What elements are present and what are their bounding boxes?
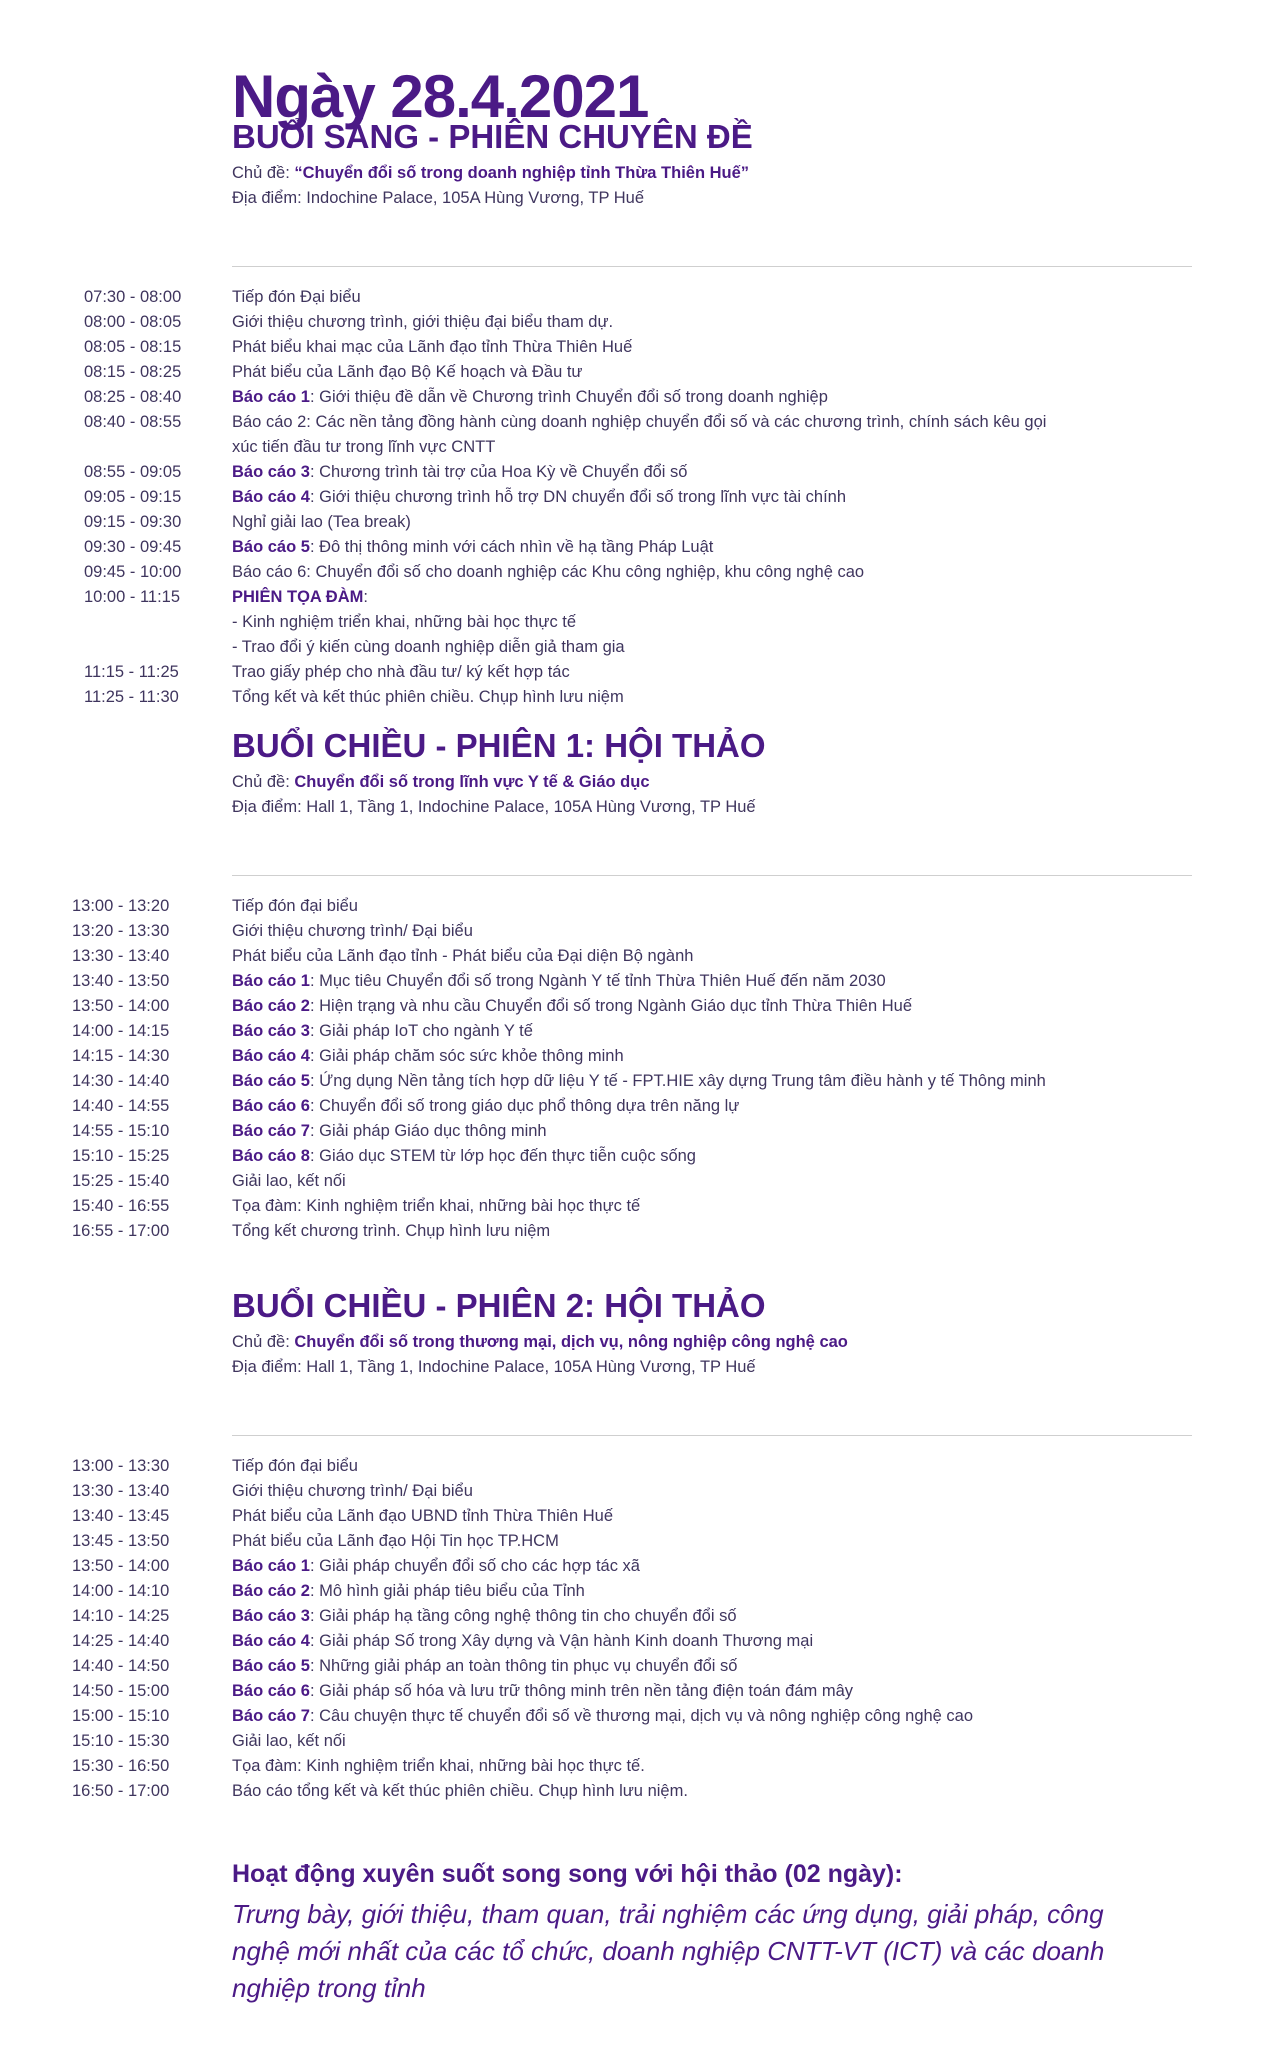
schedule-time: 14:55 - 15:10 [72,1122,170,1140]
schedule-time: 15:40 - 16:55 [72,1197,170,1215]
schedule-description [232,1457,358,1476]
schedule-description [232,1197,640,1216]
schedule-description [232,1732,346,1751]
schedule-row [0,463,1282,488]
schedule-description [232,1757,645,1776]
schedule-description [232,413,1046,432]
schedule-row [0,1657,1282,1682]
schedule-description [232,1072,1046,1091]
schedule-text: Trao giấy phép cho nhà đầu tư/ ký kết hợp tác [232,663,570,681]
report-label: Báo cáo 2 [232,997,310,1015]
schedule-text: Nghỉ giải lao (Tea break) [232,513,411,531]
schedule-rows [0,897,1282,1247]
topic-value: Chuyển đổi số trong lĩnh vực Y tế & Giáo dục [294,773,650,791]
schedule-text: Báo cáo 6: Chuyển đổi số cho doanh nghiệp các Khu công nghiệp, khu công nghệ cao [232,563,865,581]
schedule-description [232,922,473,941]
schedule-time: 14:25 - 14:40 [72,1632,170,1650]
schedule-text: Báo cáo 2: Các nền tảng đồng hành cùng doanh nghiệp chuyển đổi số và các chương trình, chính sách kêu gọi [232,413,1047,431]
schedule-time: 13:40 - 13:45 [72,1507,170,1525]
session-topic [232,1333,848,1352]
section-divider [232,266,1192,267]
schedule-row [0,288,1282,313]
schedule-text: : Chương trình tài trợ của Hoa Kỳ về Chuyển đổi số [309,463,688,481]
schedule-time: 10:00 - 11:15 [84,588,181,606]
schedule-row [0,588,1282,613]
schedule-time: 13:45 - 13:50 [72,1532,170,1550]
schedule-rows [0,1457,1282,1807]
schedule-time: 15:25 - 15:40 [72,1172,170,1190]
schedule-description [232,513,411,532]
schedule-time: 09:05 - 09:15 [84,488,182,506]
schedule-text: : Giải pháp Số trong Xây dựng và Vận hành Kinh doanh Thương mại [309,1632,814,1650]
schedule-time: 14:10 - 14:25 [72,1607,170,1625]
schedule-description [232,313,613,332]
schedule-text: : [363,588,368,606]
schedule-text: Giải lao, kết nối [232,1732,346,1750]
schedule-text: : Giải pháp chăm sóc sức khỏe thông minh [309,1047,624,1065]
schedule-description [232,1557,640,1576]
schedule-text: : Giới thiệu chương trình hỗ trợ DN chuyển đổi số trong lĩnh vực tài chính [309,488,847,506]
schedule-description [232,463,688,482]
schedule-row [0,1147,1282,1172]
schedule-text: xúc tiến đầu tư trong lĩnh vực CNTT [232,438,496,456]
schedule-text: Tiếp đón Đại biểu [232,288,361,306]
schedule-time: 13:40 - 13:50 [72,972,170,990]
schedule-time: 14:40 - 14:55 [72,1097,170,1115]
report-label: Báo cáo 4 [232,488,310,506]
schedule-time: 11:15 - 11:25 [84,663,179,681]
section-divider [232,875,1192,876]
schedule-row [0,1022,1282,1047]
schedule-description [232,638,625,657]
schedule-row [0,997,1282,1022]
schedule-time: 13:50 - 14:00 [72,997,170,1015]
topic-value: Chuyển đổi số trong thương mại, dịch vụ, nông nghiệp công nghệ cao [294,1333,848,1351]
schedule-time: 15:10 - 15:30 [72,1732,170,1750]
schedule-time: 09:30 - 09:45 [84,538,182,556]
schedule-time: 08:40 - 08:55 [84,413,182,431]
schedule-description [232,1122,547,1141]
schedule-description [232,1582,585,1601]
session-topic [232,164,749,183]
report-label: Báo cáo 7 [232,1707,310,1725]
topic-label: Chủ đề: [232,1333,295,1351]
day-title: Ngày 28.4.2021 [232,63,649,130]
schedule-description [232,1097,739,1116]
schedule-time: 08:25 - 08:40 [84,388,182,406]
schedule-time: 15:30 - 16:50 [72,1757,170,1775]
schedule-time: 13:50 - 14:00 [72,1557,170,1575]
schedule-row [0,1097,1282,1122]
schedule-text: : Mục tiêu Chuyển đổi số trong Ngành Y tế tỉnh Thừa Thiên Huế đến năm 2030 [309,972,886,990]
schedule-time: 08:15 - 08:25 [84,363,182,381]
schedule-row [0,1457,1282,1482]
schedule-time: 13:20 - 13:30 [72,922,170,940]
schedule-text: Tổng kết chương trình. Chụp hình lưu niệm [232,1222,551,1240]
schedule-text: Tọa đàm: Kinh nghiệm triển khai, những bài học thực tế. [232,1757,645,1775]
schedule-row [0,1632,1282,1657]
report-label: Báo cáo 8 [232,1147,310,1165]
schedule-row [0,688,1282,713]
schedule-text: Tiếp đón đại biểu [232,1457,358,1475]
report-label: Báo cáo 3 [232,1022,310,1040]
schedule-text: : Giải pháp hạ tầng công nghệ thông tin cho chuyển đổi số [309,1607,737,1625]
schedule-description [232,613,576,632]
schedule-text: : Giáo dục STEM từ lớp học đến thực tiễn cuộc sống [309,1147,696,1165]
schedule-text: Tổng kết và kết thúc phiên chiều. Chụp hình lưu niệm [232,688,624,706]
schedule-row [0,922,1282,947]
report-label: Báo cáo 1 [232,1557,310,1575]
schedule-text: : Mô hình giải pháp tiêu biểu của Tỉnh [309,1582,585,1600]
schedule-row [0,1482,1282,1507]
schedule-time: 08:05 - 08:15 [84,338,182,356]
schedule-text: Tiếp đón đại biểu [232,897,358,915]
schedule-row [0,1682,1282,1707]
report-label: Báo cáo 7 [232,1122,310,1140]
schedule-row [0,1507,1282,1532]
schedule-row [0,338,1282,363]
schedule-description [232,388,828,407]
report-label: Báo cáo 3 [232,463,310,481]
schedule-text: Giới thiệu chương trình/ Đại biểu [232,1482,473,1500]
schedule-description [232,1657,737,1676]
schedule-row [0,1172,1282,1197]
schedule-time: 14:00 - 14:10 [72,1582,170,1600]
schedule-description [232,363,582,382]
schedule-row [0,1072,1282,1097]
schedule-text: : Giải pháp chuyển đổi số cho các hợp tác xã [309,1557,640,1575]
schedule-text: Phát biểu của Lãnh đạo Hội Tin học TP.HCM [232,1532,559,1550]
schedule-row [0,413,1282,438]
schedule-description [232,1632,813,1651]
schedule-description [232,1782,688,1801]
report-label: Báo cáo 1 [232,388,310,406]
report-label: Báo cáo 3 [232,1607,310,1625]
schedule-row [0,513,1282,538]
schedule-description [232,1147,696,1166]
schedule-text: Báo cáo tổng kết và kết thúc phiên chiều. Chụp hình lưu niệm. [232,1782,688,1800]
schedule-text: Tọa đàm: Kinh nghiệm triển khai, những bài học thực tế [232,1197,641,1215]
schedule-row [0,1757,1282,1782]
session-venue: Địa điểm: Hall 1, Tầng 1, Indochine Palace, 105A Hùng Vương, TP Huế [232,798,756,816]
schedule-description [232,663,570,682]
schedule-time: 16:55 - 17:00 [72,1222,170,1240]
schedule-text: Giới thiệu chương trình/ Đại biểu [232,922,473,940]
schedule-row [0,488,1282,513]
schedule-text: : Ứng dụng Nền tảng tích hợp dữ liệu Y tế - FPT.HIE xây dựng Trung tâm điều hành y tế Thông minh [309,1072,1046,1090]
schedule-description [232,538,713,557]
schedule-text: - Trao đổi ý kiến cùng doanh nghiệp diễn giả tham gia [232,638,625,656]
schedule-text: Phát biểu của Lãnh đạo tỉnh - Phát biểu của Đại diện Bộ ngành [232,947,694,965]
schedule-description [232,1532,559,1551]
schedule-description [232,972,886,991]
schedule-row [0,1607,1282,1632]
schedule-time: 15:00 - 15:10 [72,1707,170,1725]
session-title: BUỔI CHIỀU - PHIÊN 1: HỘI THẢO [232,727,766,764]
schedule-row [0,538,1282,563]
schedule-row [0,1047,1282,1072]
schedule-row [0,663,1282,688]
schedule-text: : Câu chuyện thực tế chuyển đổi số về thương mại, dịch vụ và nông nghiệp công nghệ cao [309,1707,974,1725]
schedule-description [232,488,846,507]
schedule-row [0,1532,1282,1557]
schedule-row [0,1707,1282,1732]
schedule-row [0,1122,1282,1147]
session-venue: Địa điểm: Indochine Palace, 105A Hùng Vương, TP Huế [232,189,645,207]
schedule-row-continuation [0,438,1282,463]
schedule-row [0,972,1282,997]
schedule-text: : Hiện trạng và nhu cầu Chuyển đổi số trong Ngành Giáo dục tỉnh Thừa Thiên Huế [309,997,913,1015]
schedule-row [0,1732,1282,1757]
report-label: Báo cáo 5 [232,1657,310,1675]
schedule-description [232,288,361,307]
schedule-text: - Kinh nghiệm triển khai, những bài học thực tế [232,613,577,631]
schedule-description [232,1022,533,1041]
report-label: Báo cáo 2 [232,1582,310,1600]
schedule-description [232,563,864,582]
schedule-description [232,1607,737,1626]
schedule-text: : Đô thị thông minh với cách nhìn về hạ tầng Pháp Luật [309,538,714,556]
schedule-row [0,313,1282,338]
schedule-time: 09:15 - 09:30 [84,513,182,531]
schedule-row [0,1222,1282,1247]
schedule-time: 08:55 - 09:05 [84,463,182,481]
schedule-description [232,1047,624,1066]
report-label: Báo cáo 4 [232,1632,310,1650]
schedule-row [0,897,1282,922]
schedule-row [0,1197,1282,1222]
schedule-row [0,613,1282,638]
session-title: BUỔI SÁNG - PHIÊN CHUYÊN ĐỀ [232,118,753,155]
schedule-time: 08:00 - 08:05 [84,313,182,331]
report-label: Báo cáo 5 [232,538,310,556]
schedule-rows [0,288,1282,713]
schedule-row [0,363,1282,388]
session-venue: Địa điểm: Hall 1, Tầng 1, Indochine Palace, 105A Hùng Vương, TP Huế [232,1358,756,1376]
schedule-time: 15:10 - 15:25 [72,1147,170,1165]
schedule-text: : Giải pháp số hóa và lưu trữ thông minh trên nền tảng điện toán đám mây [309,1682,854,1700]
schedule-row [0,563,1282,588]
topic-value: “Chuyển đổi số trong doanh nghiệp tỉnh Thừa Thiên Huế” [294,164,750,182]
schedule-description [232,1507,613,1526]
session-title: BUỔI CHIỀU - PHIÊN 2: HỘI THẢO [232,1287,766,1324]
schedule-time: 09:45 - 10:00 [84,563,182,581]
schedule-description [232,1222,550,1241]
schedule-description [232,588,368,607]
schedule-time: 13:00 - 13:20 [72,897,170,915]
footer-title: Hoạt động xuyên suốt song song với hội thảo (02 ngày): [232,1860,903,1888]
schedule-time: 14:40 - 14:50 [72,1657,170,1675]
schedule-description [232,1682,853,1701]
schedule-row [0,388,1282,413]
schedule-text: Giải lao, kết nối [232,1172,346,1190]
schedule-time: 13:30 - 13:40 [72,947,170,965]
schedule-description [232,897,358,916]
schedule-text: Phát biểu khai mạc của Lãnh đạo tỉnh Thừa Thiên Huế [232,338,633,356]
session-topic [232,773,650,792]
schedule-row [0,947,1282,972]
schedule-time: 13:30 - 13:40 [72,1482,170,1500]
schedule-time: 07:30 - 08:00 [84,288,182,306]
schedule-row [0,1557,1282,1582]
topic-label: Chủ đề: [232,773,295,791]
schedule-description [232,947,693,966]
schedule-text: Giới thiệu chương trình, giới thiệu đại biểu tham dự. [232,313,614,331]
schedule-time: 13:00 - 13:30 [72,1457,170,1475]
schedule-text: : Giải pháp Giáo dục thông minh [309,1122,547,1140]
schedule-description [232,997,912,1016]
report-label: PHIÊN TỌA ĐÀM [232,588,364,606]
section-divider [232,1435,1192,1436]
schedule-description [232,688,624,707]
report-label: Báo cáo 5 [232,1072,310,1090]
schedule-description [232,1482,473,1501]
schedule-description [232,338,632,357]
report-label: Báo cáo 6 [232,1682,310,1700]
topic-label: Chủ đề: [232,164,295,182]
report-label: Báo cáo 4 [232,1047,310,1065]
schedule-time: 11:25 - 11:30 [84,688,179,706]
schedule-row [0,638,1282,663]
schedule-time: 16:50 - 17:00 [72,1782,170,1800]
schedule-time: 14:50 - 15:00 [72,1682,170,1700]
schedule-text: Phát biểu của Lãnh đạo Bộ Kế hoạch và Đầu tư [232,363,583,381]
schedule-description [232,1172,346,1191]
schedule-time: 14:00 - 14:15 [72,1022,170,1040]
schedule-row [0,1782,1282,1807]
schedule-row [0,1582,1282,1607]
schedule-text: : Chuyển đổi số trong giáo dục phổ thông dựa trên năng lự [309,1097,740,1115]
report-label: Báo cáo 1 [232,972,310,990]
schedule-text: : Giải pháp IoT cho ngành Y tế [309,1022,533,1040]
schedule-text: Phát biểu của Lãnh đạo UBND tỉnh Thừa Thiên Huế [232,1507,614,1525]
footer-text: Trưng bày, giới thiệu, tham quan, trải nghiệm các ứng dụng, giải pháp, công nghệ mới nhất của các tổ chức, doanh nghiệp CNTT-VT (ICT) và các doanh nghiệp trong tỉnh [232,1899,1105,2003]
schedule-text: : Giới thiệu đề dẫn về Chương trình Chuyển đổi số trong doanh nghiệp [309,388,828,406]
schedule-text: : Những giải pháp an toàn thông tin phục vụ chuyển đổi số [309,1657,738,1675]
schedule-time: 14:30 - 14:40 [72,1072,170,1090]
schedule-time: 14:15 - 14:30 [72,1047,170,1065]
report-label: Báo cáo 6 [232,1097,310,1115]
schedule-description [232,1707,973,1726]
